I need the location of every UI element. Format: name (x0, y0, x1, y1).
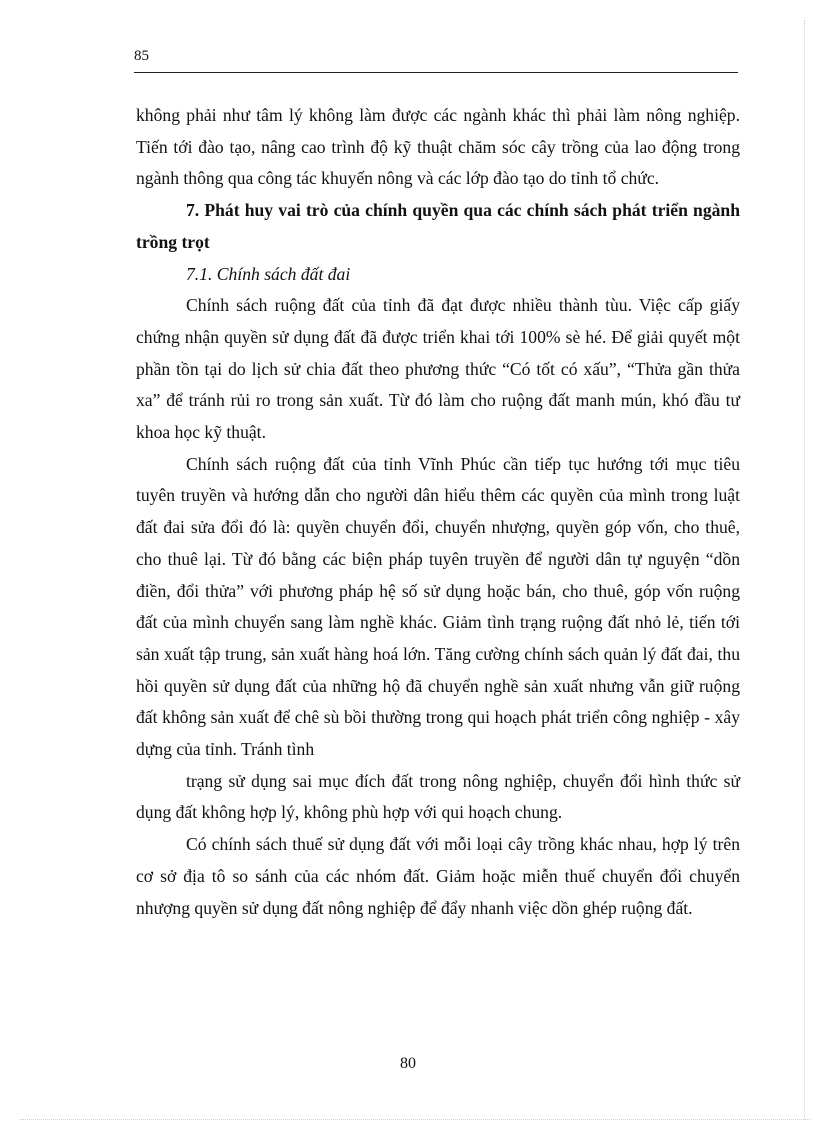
footer-page-number: 80 (400, 1055, 416, 1072)
paragraph: Chính sách ruộng đất của tỉnh Vĩnh Phúc cần tiếp tục hướng tới mục tiêu tuyên truyền và hướng dẫn cho người dân hiểu thêm các quyền của mình trong luật đất đai sửa đổi đó là: quyền chuyển đổi, chuyển nhượng, quyền góp vốn, cho thuê, cho thuê lại. Từ đó bằng các biện pháp tuyên truyền để người dân tự nguyện “dồn điền, đổi thửa” với phương pháp hệ số sử dụng hoặc bán, cho thuê, góp vốn ruộng đất của mình chuyển sang làm nghề khác. Giảm tình trạng ruộng đất nhỏ lẻ, tiến tới sản xuất tập trung, sản xuất hàng hoá lớn. Tăng cường chính sách quản lý đất đai, thu hồi quyền sử dụng đất của những hộ đã chuyển nghề sản xuất nhưng vẫn giữ ruộng đất không sản xuất để chê sù bồi thường trong qui hoạch phát triển công nghiệp - xây dựng của tỉnh. Tránh tình (136, 453, 740, 760)
paragraph: trạng sử dụng sai mục đích đất trong nông nghiệp, chuyển đổi hình thức sử dụng đất không hợp lý, không phù hợp với qui hoạch chung. (136, 770, 740, 823)
paragraph: Chính sách ruộng đất của tỉnh đã đạt được nhiều thành tùu. Việc cấp giấy chứng nhận quyền sử dụng đất đã được triển khai tới 100% sè hé. Để giải quyết một phần tồn tại do lịch sử chia đất theo phương thức “Có tốt có xấu”, “Thửa gần thửa xa” để tránh rủi ro trong sản xuất. Từ đó làm cho ruộng đất manh mún, khó đầu tư khoa học kỹ thuật. (136, 295, 740, 443)
section-heading: 7. Phát huy vai trò của chính quyền qua các chính sách phát triển ngành trồng trọt (136, 200, 740, 252)
subsection-heading: 7.1. Chính sách đất đai (186, 263, 351, 284)
header-page-number: 85 (134, 48, 149, 64)
paragraph-continuation: không phải như tâm lý không làm được các ngành khác thì phải làm nông nghiệp. Tiến tới đào tạo, nâng cao trình độ kỹ thuật chăm sóc cây trồng của lao động trong ngành thông qua công tác khuyến nông và các lớp đào tạo do tỉnh tổ chức. (136, 105, 740, 189)
document-body (136, 100, 740, 924)
header-rule (134, 72, 738, 73)
paragraph: Có chính sách thuế sử dụng đất với mỗi loại cây trồng khác nhau, hợp lý trên cơ sở địa tô so sánh của các nhóm đất. Giảm hoặc miễn thuế chuyển đổi chuyển nhượng quyền sử dụng đất nông nghiệp để đẩy nhanh việc dồn ghép ruộng đất. (136, 834, 740, 918)
page-edge-bottom (20, 1119, 810, 1120)
page-edge-right (804, 20, 805, 1120)
